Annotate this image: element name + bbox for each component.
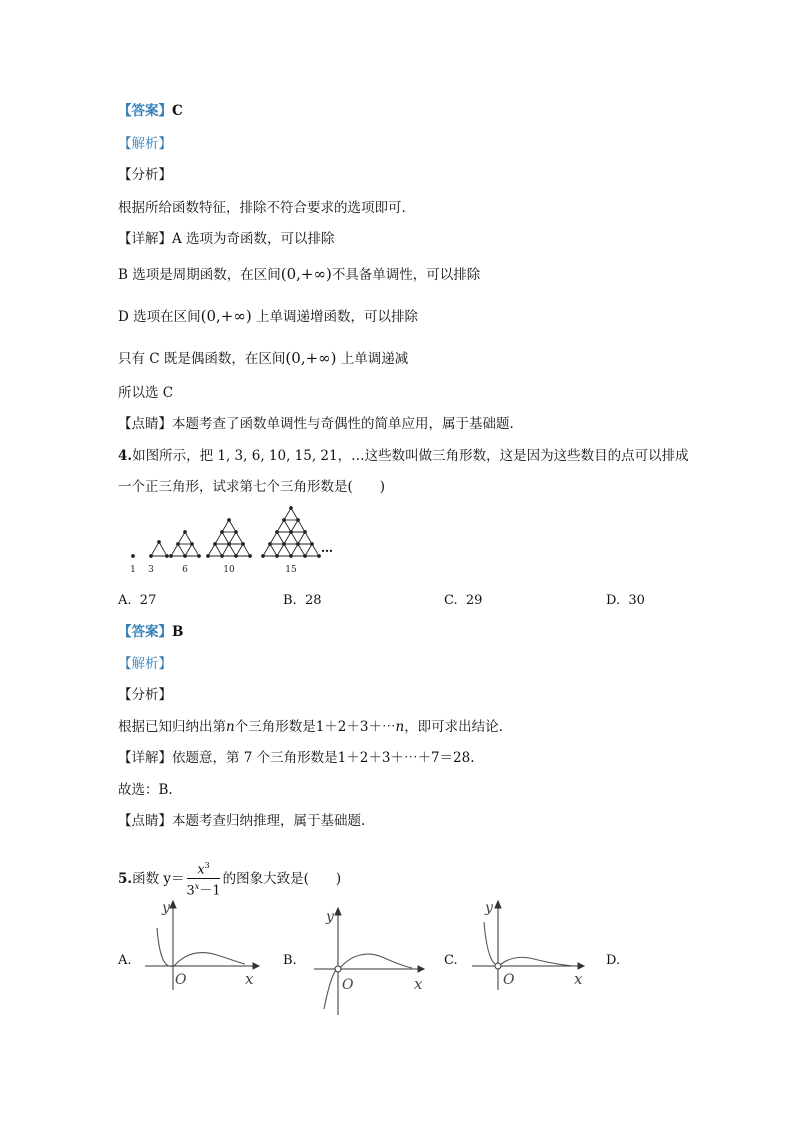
graph-b-x-label: x xyxy=(414,975,423,993)
q4-stem-line2: 一个正三角形，试求第七个三角形数是( ) xyxy=(118,479,386,495)
q4-fenxi-tag: 【分析】 xyxy=(118,687,172,703)
figure-ellipsis: … xyxy=(321,541,333,555)
graph-c-curve-left xyxy=(484,922,495,964)
q5-fraction xyxy=(187,858,221,900)
graph-c-x-label: x xyxy=(574,970,583,988)
q5-numerator: $x^3$ xyxy=(187,858,219,879)
q4-fenxi-post: ，即可求出结论. xyxy=(404,719,503,735)
q4-answer-value: B xyxy=(172,624,184,640)
q5-denominator: $3^x-1$ xyxy=(186,882,221,899)
q4-detail-pre: 依题意，第 7 个三角形数是 xyxy=(172,750,338,766)
figure-triangle-6 xyxy=(170,531,201,558)
q3-detail-b-interval: (0,+∞) xyxy=(280,265,332,283)
graph-c-y-arrow xyxy=(495,901,501,908)
graph-c-y-label: y xyxy=(485,900,493,916)
q4-answer-tag: 【答案】 xyxy=(118,624,172,640)
q3-detail-a-line xyxy=(118,230,335,248)
q3-detail-c-post: 上单调递减 xyxy=(336,351,409,367)
graph-c-curve-right xyxy=(501,957,574,966)
q4-detail-formula: 1＋2＋3＋⋯＋7＝28 xyxy=(337,750,471,766)
figure-label-6: 6 xyxy=(182,565,188,575)
q4-option-d: D. 30 xyxy=(606,593,645,608)
q3-detail-d-post: 上单调递增函数，可以排除 xyxy=(251,309,419,325)
q3-dianjing-text: 本题考查了函数单调性与奇偶性的简单应用，属于基础题． xyxy=(172,416,523,432)
q5-stem-pre: 函数 y＝ xyxy=(132,870,185,887)
q4-answer-line xyxy=(118,623,183,641)
q4-option-a: A. 27 xyxy=(118,593,157,608)
q4-fenxi-line xyxy=(118,718,503,736)
q3-detail-d-pre: D 选项在区间 xyxy=(118,309,201,325)
figure-label-15: 15 xyxy=(285,565,297,575)
q3-detail-d-interval: (0,+∞) xyxy=(200,307,252,325)
graph-c-hole xyxy=(495,963,501,969)
q4-fenxi-pre: 根据已知归纳出第 xyxy=(118,719,226,735)
q4-dianjing-text: 本题考查归纳推理，属于基础题. xyxy=(172,813,366,829)
q3-answer-line xyxy=(118,102,183,120)
q5-graph-c xyxy=(470,898,592,993)
q5-graph-b xyxy=(310,905,430,1017)
q5-graph-d-label: D. xyxy=(606,953,621,968)
q4-fenxi-formula: 1＋2＋3＋⋯ xyxy=(315,719,396,735)
graph-a-origin-label: O xyxy=(175,972,187,988)
figure-label-1: 1 xyxy=(130,565,136,575)
q3-detail-b-line xyxy=(118,265,480,284)
q4-number: 4. xyxy=(118,448,133,464)
q5-stem-post: 的图象大致是( ) xyxy=(222,870,342,887)
q3-detail-c-pre: 只有 C 既是偶函数，在区间 xyxy=(118,351,286,367)
q4-detail-post: . xyxy=(470,750,475,766)
graph-c-x-arrow xyxy=(578,963,584,969)
q4-fenxi-mid: 个三角形数是 xyxy=(234,719,316,735)
q4-detail-line xyxy=(118,749,475,767)
figure-triangle-10 xyxy=(207,519,252,558)
q3-detail-c-line xyxy=(118,349,408,368)
q3-dianjing-tag: 【点睛】 xyxy=(118,416,172,432)
graph-a-y-label: y xyxy=(162,900,170,916)
q3-conclusion: 所以选 C xyxy=(118,385,174,401)
q4-detail-tag: 【详解】 xyxy=(118,750,172,766)
graph-b-y-label: y xyxy=(326,909,334,925)
q5-stem-line xyxy=(118,858,341,900)
q5-graph-c-label: C. xyxy=(444,953,458,968)
figure-triangle-3 xyxy=(150,541,169,558)
graph-b-y-arrow xyxy=(335,908,341,915)
q5-number: 5. xyxy=(118,870,133,887)
graph-b-hole xyxy=(335,966,341,972)
graph-c-origin-label: O xyxy=(503,972,515,988)
triangle-numbers-figure xyxy=(118,504,348,576)
figure-label-3: 3 xyxy=(148,565,154,575)
q4-dianjing-tag: 【点睛】 xyxy=(118,813,172,829)
q4-stem-line1 xyxy=(118,447,689,465)
q3-detail-tag: 【详解】 xyxy=(118,231,172,247)
q4-guxuan: 故选：B. xyxy=(118,782,173,798)
q3-fenxi-text: 根据所给函数特征，排除不符合要求的选项即可． xyxy=(118,200,415,216)
q3-dianjing-line xyxy=(118,415,523,433)
q5-graph-a-label: A. xyxy=(118,953,132,968)
q3-detail-b-pre: B 选项是周期函数，在区间 xyxy=(118,267,281,283)
q4-dianjing-line xyxy=(118,812,365,830)
q4-fenxi-formula-n: n xyxy=(395,719,405,735)
q3-jiexi-tag: 【解析】 xyxy=(118,136,172,152)
graph-b-origin-label: O xyxy=(342,977,354,993)
q3-detail-c-interval: (0,+∞) xyxy=(285,349,337,367)
q3-fenxi-tag: 【分析】 xyxy=(118,167,172,183)
q5-graph-b-label: B. xyxy=(283,953,297,968)
graph-b-curve-right xyxy=(340,954,412,968)
graph-a-curve xyxy=(157,928,245,966)
graph-b-curve-left xyxy=(324,970,336,1009)
figure-dot-1 xyxy=(132,555,135,558)
q4-option-c: C. 29 xyxy=(444,593,483,608)
q4-option-b: B. 28 xyxy=(283,593,322,608)
q4-fenxi-n: n xyxy=(226,719,235,735)
graph-a-x-arrow xyxy=(253,963,259,969)
graph-a-y-arrow xyxy=(170,901,176,908)
q4-jiexi-tag: 【解析】 xyxy=(118,656,172,672)
figure-triangle-15 xyxy=(262,507,321,558)
figure-label-10: 10 xyxy=(223,565,235,575)
graph-b-x-arrow xyxy=(418,966,424,972)
q5-graph-a xyxy=(145,898,265,993)
q3-detail-d-line xyxy=(118,307,418,326)
graph-a-x-label: x xyxy=(245,970,254,988)
q4-stem-text1: 如图所示，把 1, 3, 6, 10, 15, 21，…这些数叫做三角形数，这是因为这些数目的点可以排成 xyxy=(132,448,689,464)
q3-answer-value: C xyxy=(172,103,183,119)
q3-detail-a: A 选项为奇函数，可以排除 xyxy=(172,231,335,247)
q3-answer-tag: 【答案】 xyxy=(118,103,172,119)
q3-detail-b-post: 不具备单调性，可以排除 xyxy=(331,267,481,283)
